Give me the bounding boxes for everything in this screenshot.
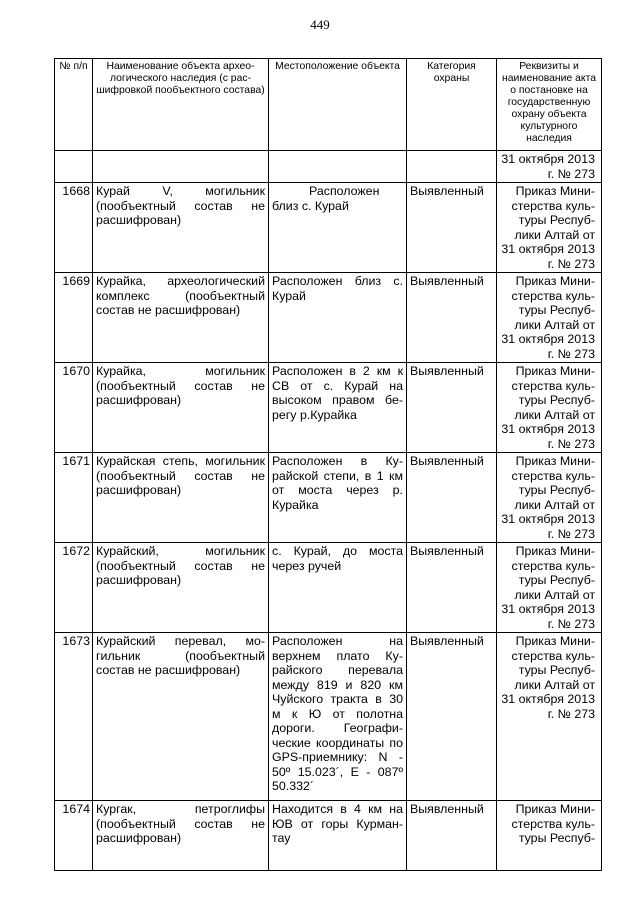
row-num: 1670	[55, 363, 93, 453]
row-category: Выявленный	[407, 273, 497, 363]
continuation-row	[55, 151, 602, 183]
row-category: Выявленный	[407, 633, 497, 801]
continuation-requisites: 31 октября 2013 г. № 273	[497, 151, 602, 183]
row-name: Кургак, петроглифы (пообъектный состав не расшифрован)	[93, 801, 269, 871]
row-requisites: Приказ Министерства культуры Респуб-	[497, 801, 602, 871]
table-header-row	[55, 59, 602, 151]
row-category: Выявленный	[407, 543, 497, 633]
header-category: Категория охраны	[407, 59, 497, 151]
header-name: Наименование объекта археологического наследия (с расшифровкой пообъектного состава)	[93, 59, 269, 151]
row-requisites: Приказ Министерства культуры Республики Алтай от 31 октября 2013 г. № 273	[497, 273, 602, 363]
row-location: с. Курай, до моста через ручей	[269, 543, 407, 633]
row-name: Курайка, археологический комплекс (пообъектный состав не расшифрован)	[93, 273, 269, 363]
row-num: 1668	[55, 183, 93, 273]
row-num: 1673	[55, 633, 93, 801]
row-num: 1669	[55, 273, 93, 363]
table-row	[55, 543, 602, 633]
row-num: 1671	[55, 453, 93, 543]
header-num: № п/п	[55, 59, 93, 151]
row-location: Расположен в Курайской степи, в 1 км от моста через р. Курайка	[269, 453, 407, 543]
row-location: Расположен близ с. Курай	[269, 273, 407, 363]
row-num: 1672	[55, 543, 93, 633]
row-name: Курайский перевал, могильник (пообъектный состав не расшифрован)	[93, 633, 269, 801]
row-category: Выявленный	[407, 363, 497, 453]
table-row	[55, 363, 602, 453]
row-category: Выявленный	[407, 801, 497, 871]
row-category: Выявленный	[407, 453, 497, 543]
row-requisites: Приказ Министерства культуры Республики Алтай от 31 октября 2013 г. № 273	[497, 453, 602, 543]
row-name: Курайка, могильник (пообъектный состав не расшифрован)	[93, 363, 269, 453]
row-name: Курайская степь, могильник (пообъектный состав не расшифрован)	[93, 453, 269, 543]
row-location: Расположен на верхнем плато Курайского перевала между 819 и 820 км Чуйского тракта в 30 м к Ю от полотна дороги. Географические координаты по GPS-приемнику: N - 50º 15.023´, E - 087º 50.332´	[269, 633, 407, 801]
row-name: Курайский, могильник (пообъектный состав не расшифрован)	[93, 543, 269, 633]
header-requisites: Реквизиты и наименование акта о постановке на государственную охрану объекта культурного наследия	[497, 59, 602, 151]
header-location: Местоположение объекта	[269, 59, 407, 151]
row-location: Расположен в 2 км к СВ от с. Курай на высоком правом берегу р.Курайка	[269, 363, 407, 453]
row-location: Находится в 4 км на ЮВ от горы Курмантау	[269, 801, 407, 871]
row-requisites: Приказ Министерства культуры Республики Алтай от 31 октября 2013 г. № 273	[497, 633, 602, 801]
heritage-table	[54, 58, 602, 871]
row-location: Расположен близ с. Курай	[269, 183, 407, 273]
table-row	[55, 633, 602, 801]
row-num: 1674	[55, 801, 93, 871]
table-row	[55, 183, 602, 273]
table-row	[55, 453, 602, 543]
row-requisites: Приказ Министерства культуры Республики Алтай от 31 октября 2013 г. № 273	[497, 543, 602, 633]
page-number: 449	[310, 17, 330, 32]
row-category: Выявленный	[407, 183, 497, 273]
table-row	[55, 801, 602, 871]
row-requisites: Приказ Министерства культуры Республики Алтай от 31 октября 2013 г. № 273	[497, 363, 602, 453]
row-requisites: Приказ Министерства культуры Республики Алтай от 31 октября 2013 г. № 273	[497, 183, 602, 273]
row-name: Курай V, могильник (пообъектный состав не расшифрован)	[93, 183, 269, 273]
table-row	[55, 273, 602, 363]
